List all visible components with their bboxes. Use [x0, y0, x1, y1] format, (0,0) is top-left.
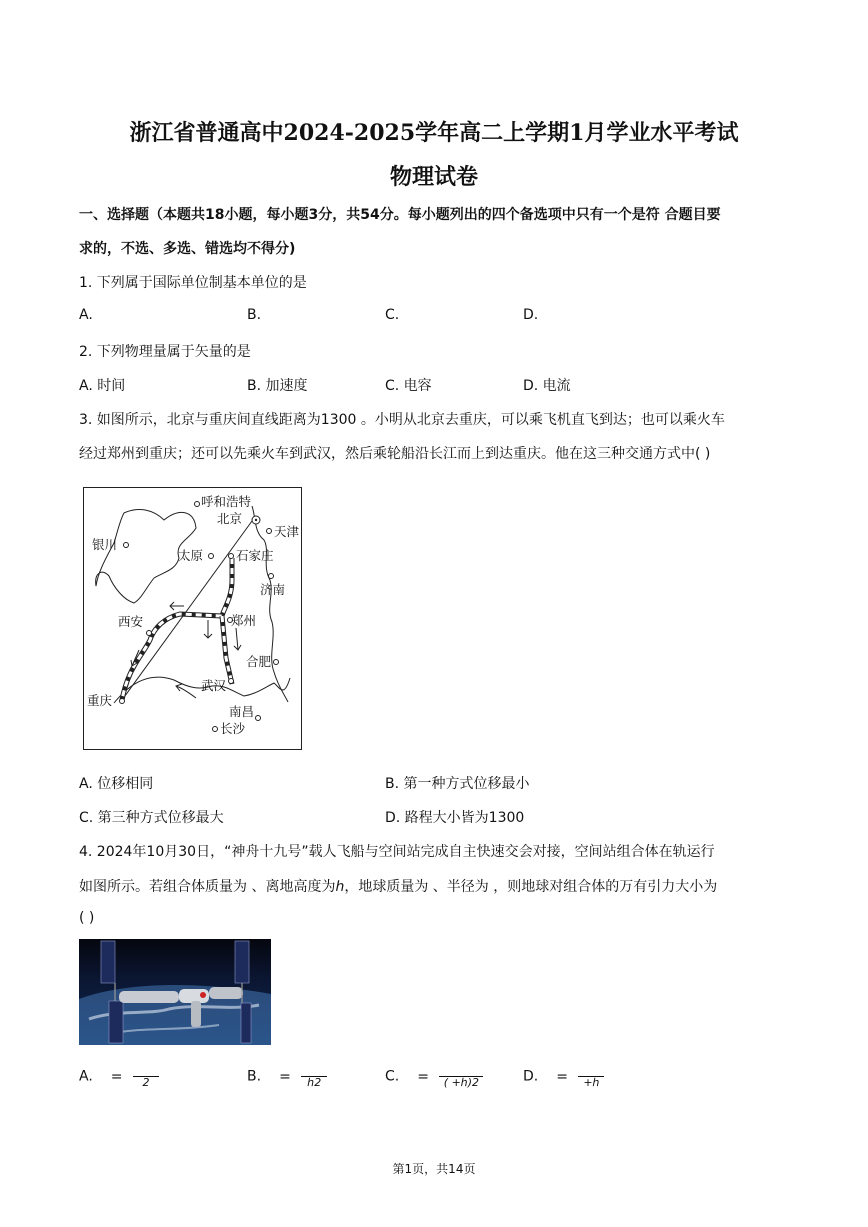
exam-title: 浙江省普通高中2024-2025学年高二上学期1月学业水平考试: [129, 120, 739, 146]
q4-option-d-equals: =: [556, 1068, 568, 1085]
label-chongqing: 重庆: [87, 693, 113, 708]
q2-stem: 2. 下列物理量属于矢量的是: [79, 344, 251, 360]
china-route-map: [83, 487, 302, 750]
label-xian: 西安: [118, 614, 144, 629]
space-station-photo: [79, 939, 271, 1045]
q4-option-a-denominator: 2: [142, 1076, 150, 1089]
q3-option-c: C. 第三种方式位移最大: [79, 810, 224, 826]
label-taiyuan: 太原: [178, 548, 204, 563]
q2-option-d: D. 电流: [523, 378, 571, 394]
label-changsha: 长沙: [220, 721, 246, 736]
label-tianjin: 天津: [274, 524, 300, 539]
label-nanchang: 南昌: [229, 704, 255, 719]
q4-option-b: [247, 1064, 327, 1089]
q3-option-a: A. 位移相同: [79, 776, 154, 792]
q1-option-c: C.: [385, 307, 400, 323]
q3-option-b: B. 第一种方式位移最小: [385, 776, 530, 792]
exam-subtitle: 物理试卷: [389, 164, 478, 190]
q4-option-b-equals: =: [279, 1068, 291, 1085]
q1-option-b: B.: [247, 307, 262, 323]
q3-option-d: D. 路程大小皆为1300: [385, 810, 525, 826]
q4-option-a: [79, 1064, 159, 1089]
q4-option-a-label: A.: [79, 1068, 93, 1085]
q4-option-c: [385, 1064, 483, 1089]
q4-option-d: [523, 1064, 604, 1089]
q4-option-d-label: D.: [523, 1068, 539, 1085]
q4-option-d-fraction: [578, 1064, 604, 1089]
label-beijing: 北京: [217, 511, 243, 526]
label-wuhan: 武汉: [201, 678, 227, 693]
q4-option-c-equals: =: [417, 1068, 429, 1085]
q2-option-a: A. 时间: [79, 378, 126, 394]
q4-stem-line3: ( ): [79, 910, 95, 926]
q1-option-a: A.: [79, 307, 93, 323]
q3-stem-line2: 经过郑州到重庆；还可以先乘火车到武汉，然后乘轮船沿长江而上到达重庆。他在这三种交通方式中( ): [79, 446, 711, 462]
section-heading-line1: 一、选择题（本题共18小题，每小题3分，共54分。每小题列出的四个备选项中只有一个是符 合题目要: [79, 207, 721, 223]
q4-option-b-denominator: ℎ2: [307, 1076, 322, 1089]
q2-option-b: B. 加速度: [247, 378, 308, 394]
q4-option-b-label: B.: [247, 1068, 262, 1085]
q4-stem-line2: 如图所示。若组合体质量为 、离地高度为ℎ，地球质量为 、半径为 ，则地球对组合体的万有引力大小为: [79, 879, 718, 895]
label-zhengzhou: 郑州: [231, 613, 257, 628]
q4-option-a-equals: =: [110, 1068, 123, 1085]
label-hefei: 合肥: [246, 654, 272, 669]
q2-option-c: C. 电容: [385, 378, 432, 394]
page-footer: 第1页，共14页: [392, 1162, 476, 1176]
q4-option-c-label: C.: [385, 1068, 400, 1085]
q4-option-a-fraction: [133, 1064, 159, 1089]
q3-stem-line1: 3. 如图所示，北京与重庆间直线距离为1300 。小明从北京去重庆，可以乘飞机直飞到达；也可以乘火车: [79, 412, 725, 428]
q4-option-b-fraction: [301, 1064, 327, 1089]
q4-stem-line1: 4. 2024年10月30日，“神舟十九号”载人飞船与空间站完成自主快速交会对接，空间站组合体在轨运行: [79, 844, 715, 860]
label-huhehaote: 呼和浩特: [201, 494, 252, 509]
q4-option-d-denominator: +ℎ: [583, 1076, 600, 1089]
label-yinchuan: 银川: [92, 537, 118, 552]
label-jinan: 济南: [260, 582, 286, 597]
q1-stem: 1. 下列属于国际单位制基本单位的是: [79, 275, 307, 291]
q4-option-c-fraction: [439, 1064, 483, 1089]
q4-option-c-denominator: ( +ℎ)2: [443, 1076, 480, 1089]
section-heading-line2: 求的，不选、多选、错选均不得分): [79, 241, 296, 257]
label-shijiazhuang: 石家庄: [236, 548, 274, 563]
q1-option-d: D.: [523, 307, 539, 323]
